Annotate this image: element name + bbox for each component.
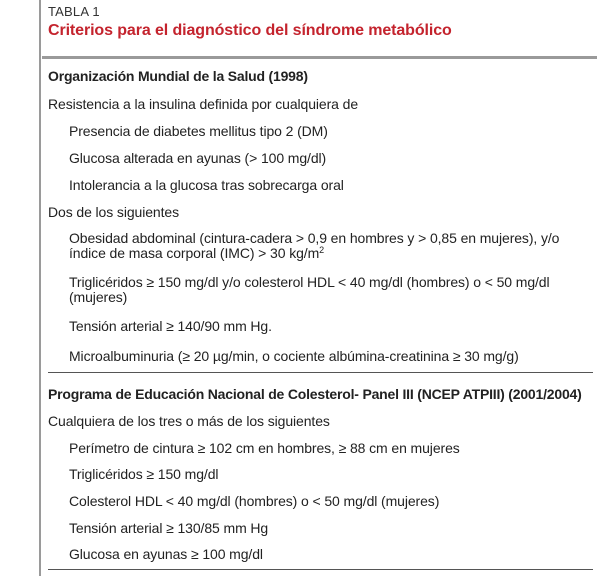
ncep-item: Perímetro de cintura ≥ 102 cm en hombres, ≥ 88 cm en mujeres [69, 440, 460, 456]
who-group1-item: Glucosa alterada en ayunas (> 100 mg/dl) [69, 150, 327, 166]
who-group2-item: Tensión arterial ≥ 140/90 mm Hg. [69, 318, 272, 334]
who-group2-item: Triglicéridos ≥ 150 mg/dl y/o colesterol HDL < 40 mg/dl (hombres) o < 50 mg/dl (mujeres) [69, 274, 550, 305]
table-label: TABLA 1 [48, 4, 100, 19]
ncep-item: Colesterol HDL < 40 mg/dl (hombres) o < 50 mg/dl (mujeres) [69, 493, 440, 509]
who-group1-item: Intolerancia a la glucosa tras sobrecarga oral [69, 177, 344, 193]
section-divider [48, 372, 593, 373]
bottom-rule [48, 569, 593, 570]
superscript-two: 2 [319, 245, 325, 255]
ncep-item: Tensión arterial ≥ 130/85 mm Hg [69, 520, 269, 536]
ncep-item: Triglicéridos ≥ 150 mg/dl [69, 466, 219, 482]
ncep-heading: Programa de Educación Nacional de Colesterol- Panel III (NCEP ATPIII) (2001/2004) [48, 386, 582, 402]
header-rule [42, 56, 597, 59]
who-group2-item: Microalbuminuria (≥ 20 µg/min, o cociente albúmina-creatinina ≥ 30 mg/g) [69, 348, 519, 364]
who-group2-label: Dos de los siguientes [48, 204, 179, 220]
who-group2-item [69, 231, 589, 261]
left-margin-rule [39, 0, 41, 576]
ncep-group-label: Cualquiera de los tres o más de los siguientes [48, 413, 330, 429]
who-group2-item-text: Obesidad abdominal (cintura-cadera > 0,9 en hombres y > 0,85 en mujeres), y/o índice de masa corporal (IMC) > 30 kg/m [69, 230, 560, 261]
who-group1-label: Resistencia a la insulina definida por cualquiera de [48, 96, 358, 112]
ncep-item: Glucosa en ayunas ≥ 100 mg/dl [69, 546, 263, 562]
table-title: Criterios para el diagnóstico del síndrome metabólico [48, 22, 452, 39]
who-group1-item: Presencia de diabetes mellitus tipo 2 (DM) [69, 123, 328, 139]
who-heading: Organización Mundial de la Salud (1998) [48, 68, 308, 84]
